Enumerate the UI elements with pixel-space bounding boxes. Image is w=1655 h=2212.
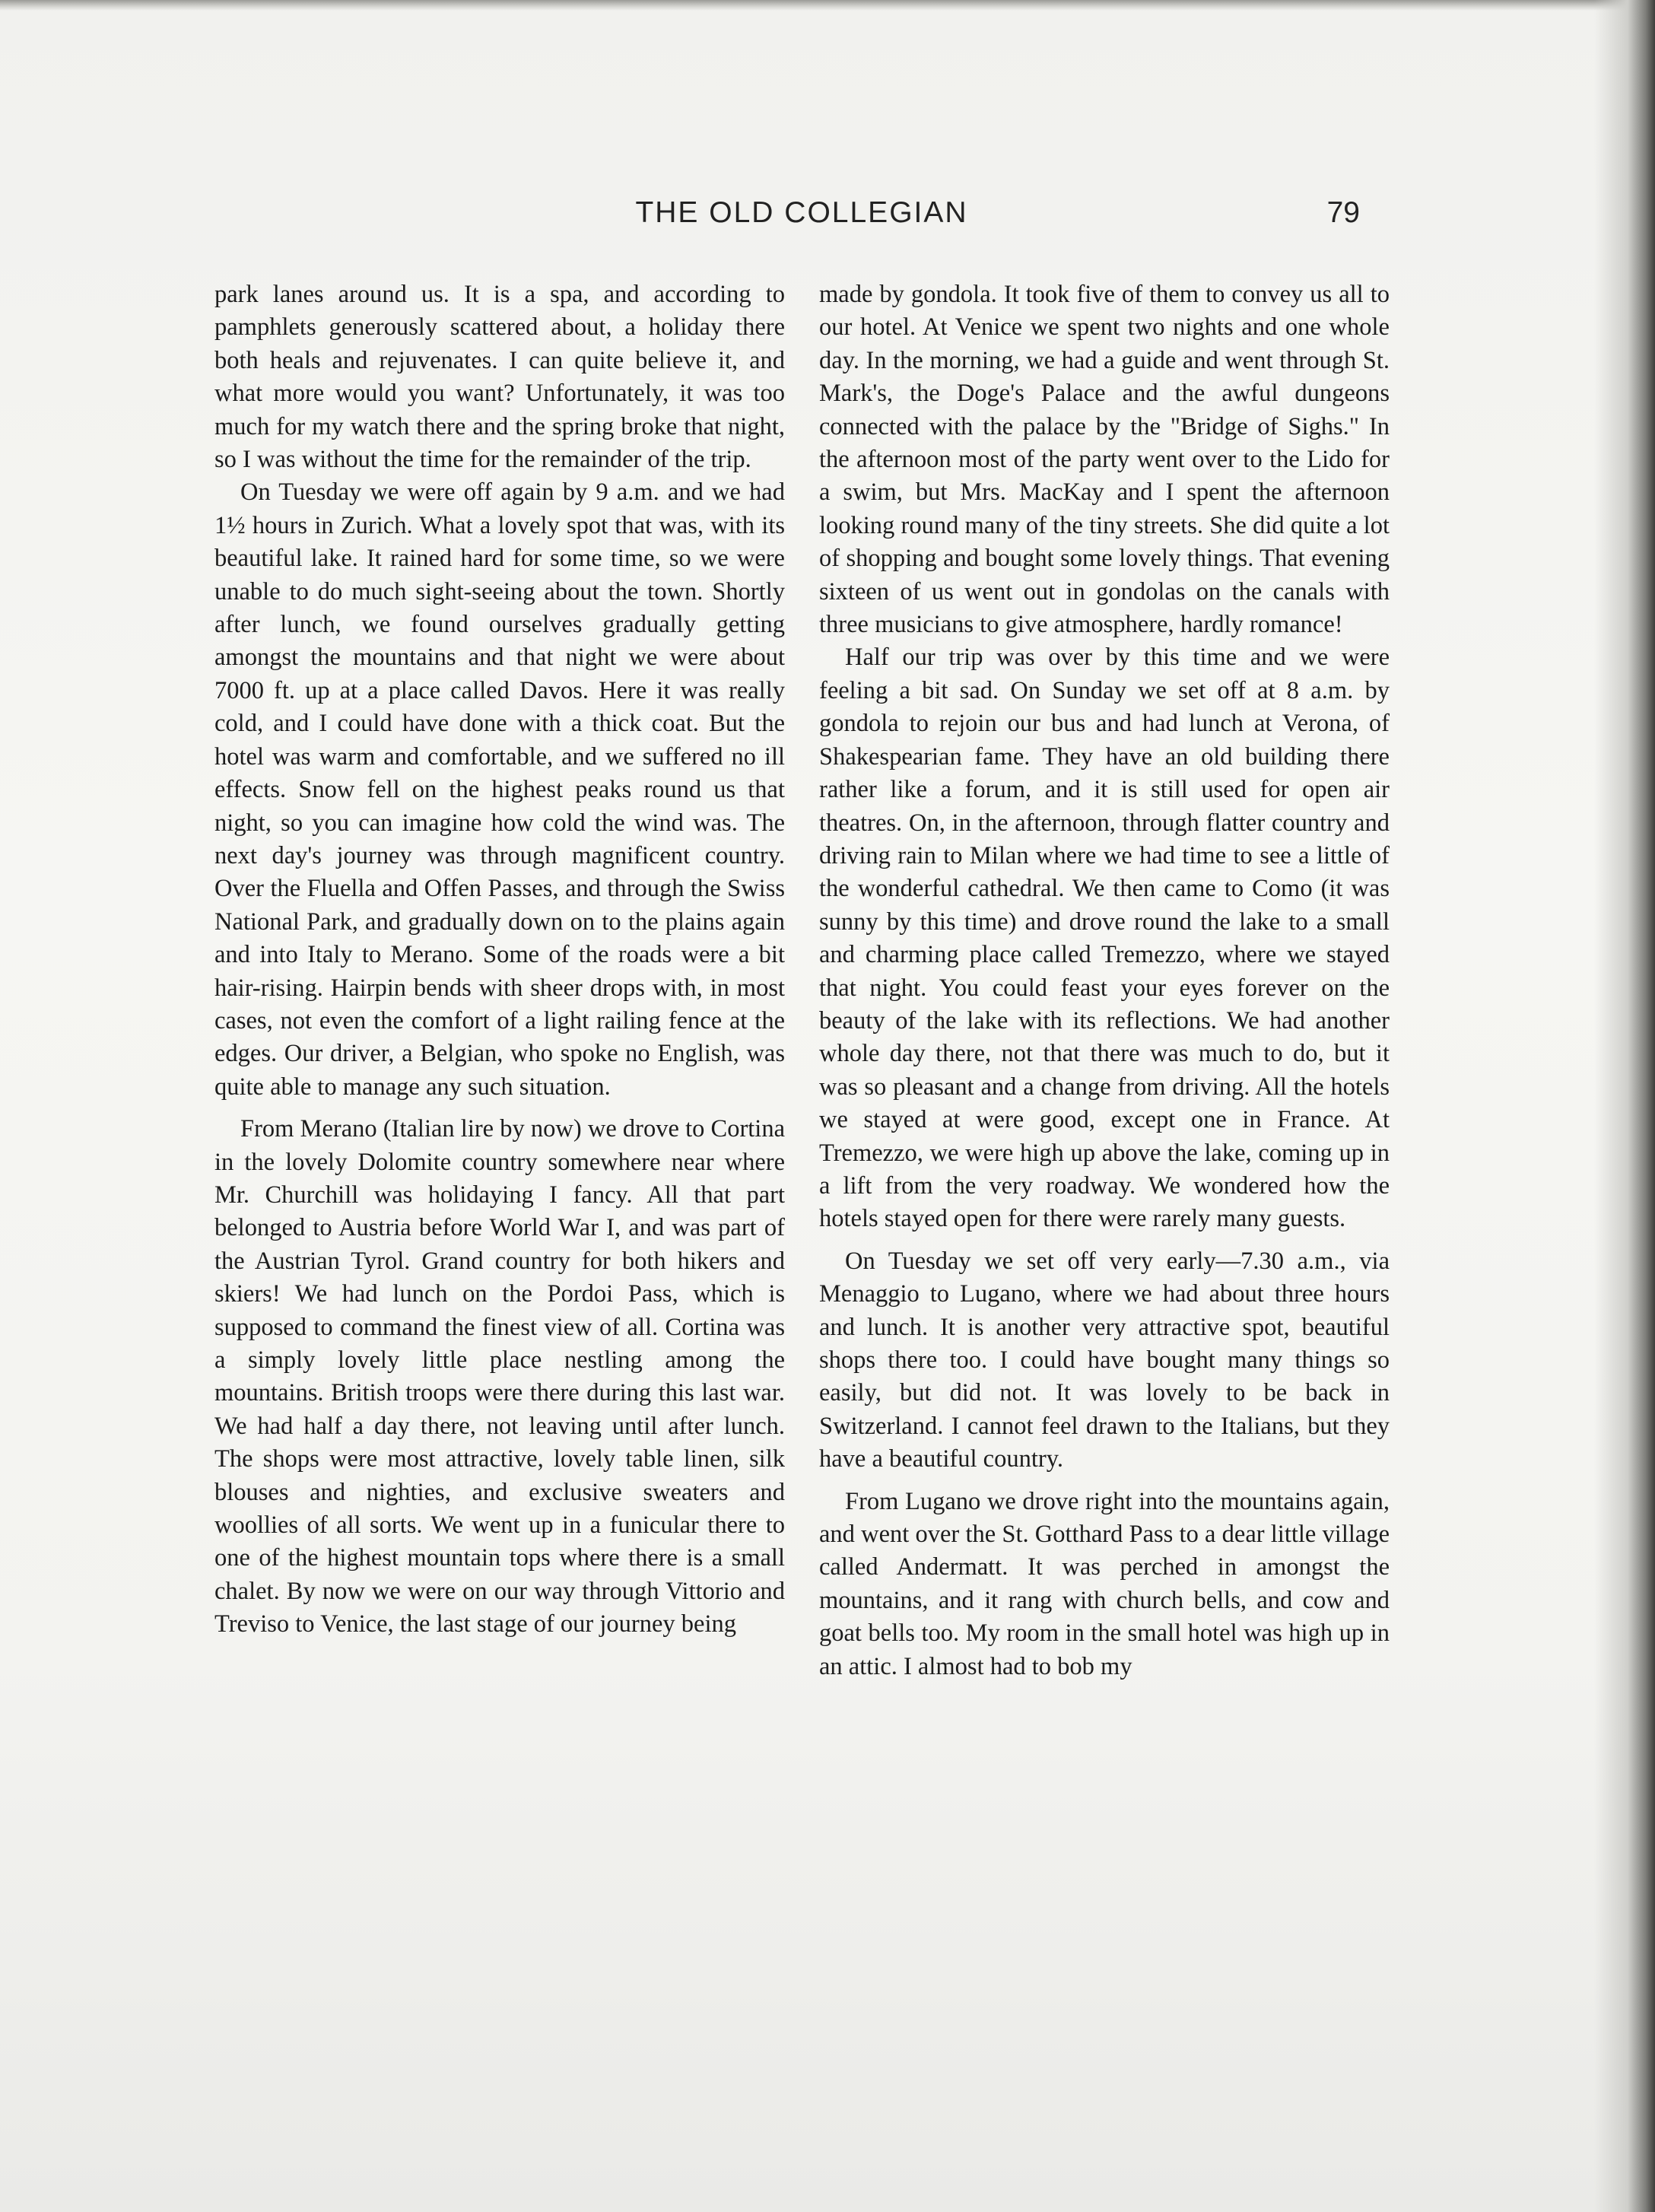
running-head: THE OLD COLLEGIAN	[635, 196, 968, 229]
page-header	[213, 196, 1390, 249]
paragraph: On Tuesday we were off again by 9 a.m. and we had 1½ hours in Zurich. What a lovely spot that was, with its beautiful lake. It rained hard for some time, so we were unable to do much sight-seeing about the town. Shortly after lunch, we found ourselves gradually getting amongst the mountains and that night we were about 7000 ft. up at a place called Davos. Here it was really cold, and I could have done with a thick coat. But the hotel was warm and comfortable, and we suffered no ill effects. Snow fell on the highest peaks round us that night, so you can imagine how cold the wind was. The next day's journey was through magnificent country. Over the Fluella and Offen Passes, and through the Swiss National Park, and gradually down on to the plains again and into Italy to Merano. Some of the roads were a bit hair-rising. Hairpin bends with sheer drops with, in most cases, not even the comfort of a light railing fence at the edges. Our driver, a Belgian, who spoke no English, was quite able to manage any such situation.	[214, 478, 785, 1101]
paragraph: On Tuesday we set off very early—7.30 a.m., via Menaggio to Lugano, where we had about three hours and lunch. It is another very attractive spot, beautiful shops there too. I could have bought many things so easily, but did not. It was lovely to be back in Switzerland. I cannot feel drawn to the Italians, but they have a beautiful country.	[819, 1247, 1390, 1473]
paragraph: park lanes around us. It is a spa, and according to pamphlets generously scattered about, a holiday there both heals and rejuvenates. I can quite believe it, and what more would you want? Unfortunately, it was too much for my watch there and the spring broke that night, so I was without the time for the remainder of the trip.	[214, 281, 785, 474]
paragraph: From Merano (Italian lire by now) we drove to Cortina in the lovely Dolomite country somewhere near where Mr. Churchill was holidaying I fancy. All that part belonged to Austria before World War I, and was part of the Austrian Tyrol. Grand country for both hikers and skiers! We had lunch on the Pordoi Pass, which is supposed to command the finest view of all. Cortina was a simply lovely little place nestling among the mountains. British troops were there during this last war. We had half a day there, not leaving until after lunch. The shops were most attractive, lovely table linen, silk blouses and nighties, and exclusive sweaters and woollies of all sorts. We went up in a funicular there to one of the highest mountain tops where there is a small chalet. By now we were on our way through Vittorio and Treviso to Venice, the last stage of our journey being	[214, 1115, 785, 1638]
page-number: 79	[1326, 196, 1360, 229]
paragraph: made by gondola. It took five of them to convey us all to our hotel. At Venice we spent two nights and one whole day. In the morning, we had a guide and went through St. Mark's, the Doge's Palace and the awful dungeons connected with the palace by the "Bridge of Sighs." In the afternoon most of the party went over to the Lido for a swim, but Mrs. MacKay and I spent the afternoon looking round many of the tiny streets. She did quite a lot of shopping and bought some lovely things. That evening sixteen of us went out in gondolas on the canals with three musicians to give atmosphere, hardly romance!	[819, 281, 1390, 639]
paragraph: From Lugano we drove right into the mountains again, and went over the St. Gotthard Pass to a dear little village called Andermatt. It was perched in amongst the mountains, and it rang with church bells, and cow and goat bells too. My room in the small hotel was high up in an attic. I almost had to bob my	[819, 1487, 1390, 1680]
right-column	[819, 278, 1390, 1683]
left-column	[214, 278, 785, 1642]
paragraph: Half our trip was over by this time and we were feeling a bit sad. On Sunday we set off at 8 a.m. by gondola to rejoin our bus and had lunch at Verona, of Shakespearian fame. They have an old building there rather like a forum, and it is still used for open air theatres. On, in the afternoon, through flatter country and driving rain to Milan where we had time to see a little of the wonderful cathedral. We then came to Como (it was sunny by this time) and drove round the lake to a small and charming place called Tremezzo, where we stayed that night. You could feast your eyes forever on the beauty of the lake with its reflections. We had another whole day there, not that there was much to do, but it was so pleasant and a change from driving. All the hotels we stayed at were good, except one in France. At Tremezzo, we were high up above the lake, coming up in a lift from the very roadway. We wondered how the hotels stayed open for there were rarely many guests.	[819, 644, 1390, 1233]
